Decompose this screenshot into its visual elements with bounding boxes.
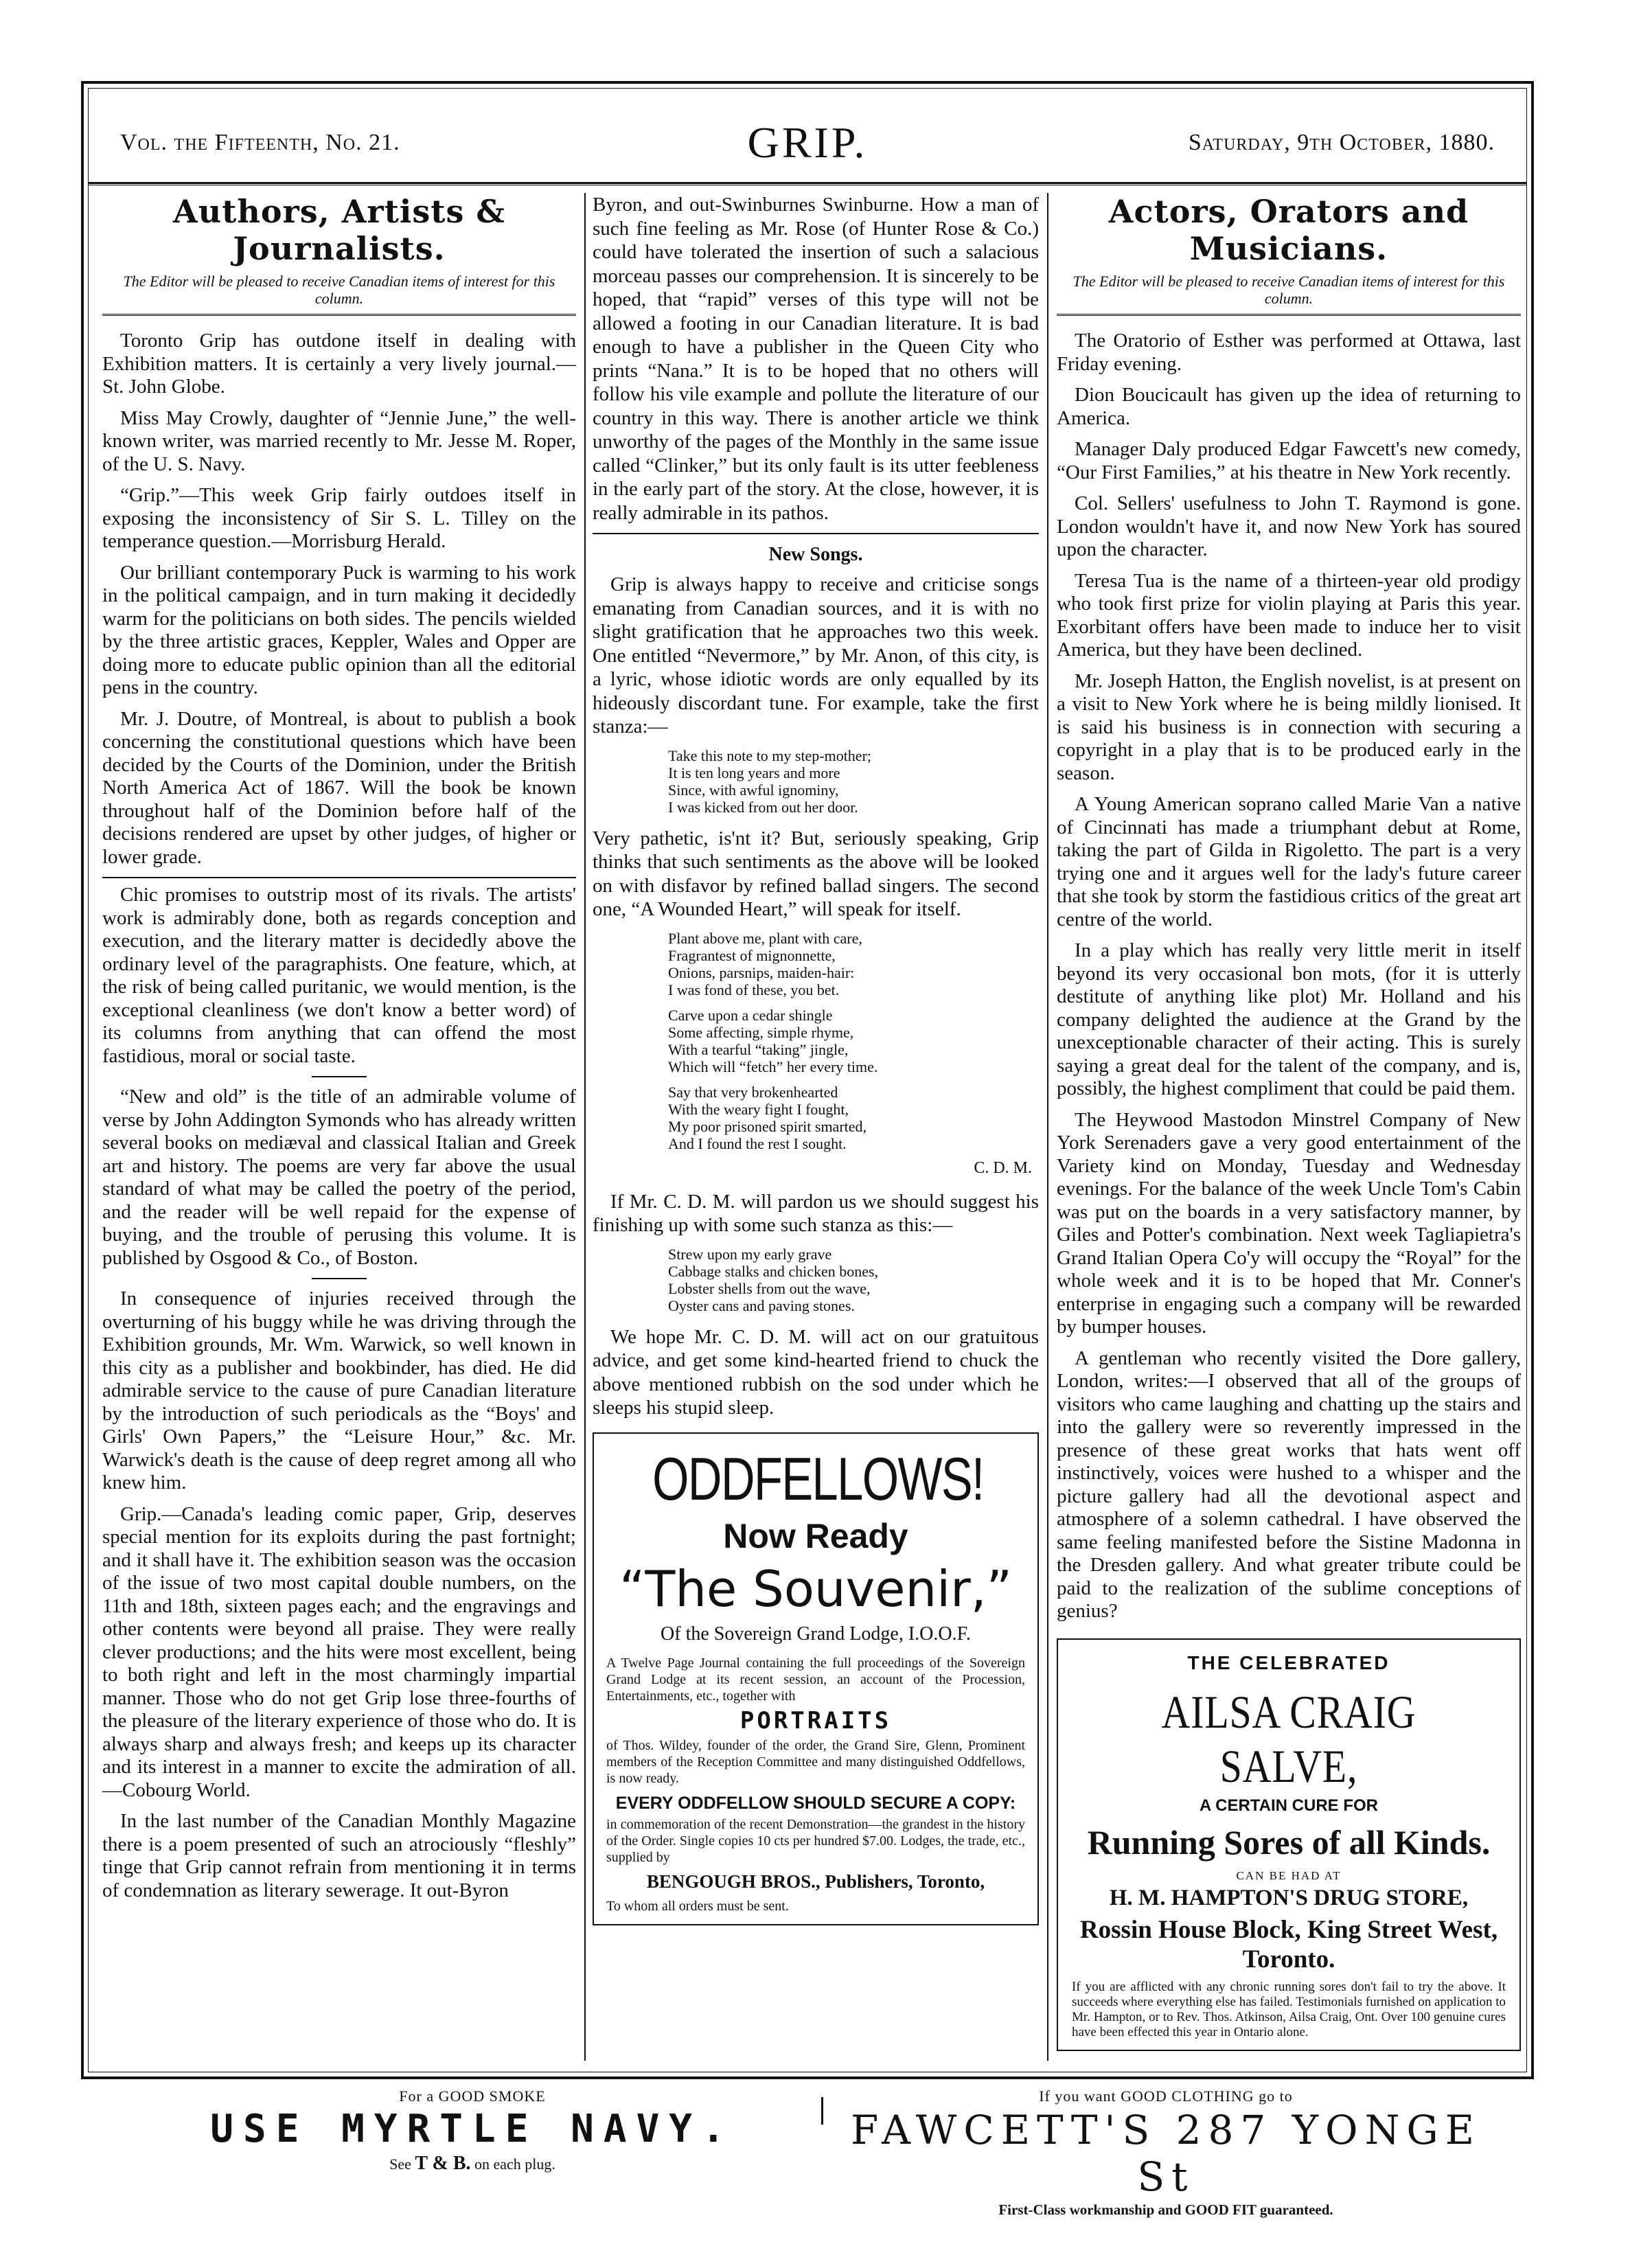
column-note: The Editor will be pleased to receive Canadian items of interest for this column. — [1072, 273, 1505, 307]
article-paragraph: Grip is always happy to receive and criticise songs emanating from Canadian sources, and it is with no slight gratification that he approaches two this week. One entitled “Nevermore,” by Mr. Anon, of this city, is a lyric, whose idiotic words are only equalled by its hideously discordant tune. For example, take the first stanza:— — [593, 573, 1039, 737]
article-paragraph: A gentleman who recently visited the Dore gallery, London, writes:—I observed that all of the groups of visitors who came laughing and chatting up the stairs and into the gallery were so reverently impressed in the presence of these great works that hats went off instinctively, voices were hushed to a whisper and the picture gallery had all the devotional aspect and atmosphere of a solemn cathedral. I have observed the same feeling manifested before the Sistine Madonna in the Dresden gallery. And what greater tribute could be paid to the realization of the sublime conceptions of genius? — [1057, 1347, 1521, 1622]
footer-ad-brand-mark: T & B. — [415, 2153, 471, 2174]
article-paragraph: Grip.—Canada's leading comic paper, Grip, deserves special mention for its exploits during the past fortnight; and it shall have it. The exhibition season was the occasion of the issue of two most capital double numbers, on the 11th and 18th, sixteen pages each; and the engravings and other contents were beyond all praise. They were really clever productions; and the hits were most excellent, being to both right and left in the most charmingly impartial manner. Those who do not get Grip lose three-fourths of the pleasure of the literary experience of those who do. It is always sharp and always fresh; and keeps up its character and its interest in a manner to excite the admiration of all.—Cobourg World. — [102, 1502, 576, 1801]
footer-ad-main: FAWCETT'S 287 YONGE St — [850, 2107, 1482, 2200]
footer-ad-bottom — [198, 2153, 747, 2175]
footer-ad-top: For a GOOD SMOKE — [399, 2087, 546, 2105]
article-paragraph: Mr. J. Doutre, of Montreal, is about to publish a book concerning the constitutional questions which have been decided by the Courts of the Dominion, under the British North America Act of 1867. Will the book be known throughout half of the Dominion before half of the decisions rendered are upset by other judges, of higher or lower grade. — [102, 707, 576, 868]
divider — [102, 314, 576, 316]
divider — [1057, 314, 1521, 316]
section-subheading: New Songs. — [768, 544, 863, 565]
ailsa-craig-salve-advertisement — [1057, 1638, 1521, 2051]
divider — [102, 877, 576, 878]
article-paragraph: The Oratorio of Esther was performed at Ottawa, last Friday evening. — [1057, 330, 1521, 375]
footer-ads — [81, 2087, 1534, 2218]
article-paragraph: If Mr. C. D. M. will pardon us we should suggest his finishing up with some such stanza as this:— — [593, 1190, 1039, 1236]
ad-running-sores: Running Sores of all Kinds. — [1087, 1822, 1491, 1862]
issue-date: Saturday, 9th October, 1880. — [1188, 130, 1495, 155]
volume-issue: Vol. the Fifteenth, No. 21. — [120, 130, 400, 155]
column-authors-artists — [102, 193, 576, 2061]
verse-stanza — [668, 1084, 1039, 1152]
article-paragraph: Col. Sellers' usefulness to John T. Raymond is gone. London wouldn't have it, and now New York has soured upon the character. — [1057, 492, 1521, 560]
ad-souvenir-title: “The Souvenir,” — [619, 1559, 1012, 1618]
verse-stanza — [668, 930, 1039, 998]
divider — [312, 1278, 367, 1279]
verse-line: Plant above me, plant with care, — [668, 929, 862, 947]
page-frame-inner — [88, 88, 1527, 2072]
oddfellows-advertisement — [593, 1432, 1039, 1925]
ad-headline: ODDFELLOWS! — [652, 1444, 984, 1513]
verse-line: My poor prisoned spirit smarted, — [668, 1117, 867, 1135]
verse-line: Carve upon a cedar shingle — [668, 1006, 833, 1024]
verse-line: Fragrantest of mignonnette, — [668, 946, 836, 964]
footer-myrtle-navy-ad — [198, 2087, 747, 2175]
poem-signature: C. D. M. — [974, 1158, 1032, 1177]
article-paragraph: Teresa Tua is the name of a thirteen-year old prodigy who took first prize for violin playing at Paris this year. Exorbitant offers have been made to induce her to visit America, but they have been declined. — [1057, 569, 1521, 661]
verse-line: Which will “fetch” her every time. — [668, 1057, 878, 1075]
article-paragraph: Very pathetic, is'nt it? But, seriously speaking, Grip thinks that such sentiments as the above will be looked on with disfavor by refined ballad singers. The second one, “A Wounded Heart,” will speak for itself. — [593, 827, 1039, 920]
verse-line: Onions, parsnips, maiden-hair: — [668, 963, 855, 981]
ad-portraits: PORTRAITS — [739, 1706, 892, 1735]
ad-now-ready: Now Ready — [723, 1516, 908, 1555]
ad-certain-cure: A CERTAIN CURE FOR — [1200, 1796, 1378, 1815]
verse-stanza — [668, 1246, 1039, 1314]
ad-description: of Thos. Wildey, founder of the order, the Grand Sire, Glenn, Prominent members of the Reception Committee and many distinguished Oddfellows, is now ready. — [606, 1737, 1025, 1786]
footer-ad-main: USE MYRTLE NAVY. — [210, 2107, 735, 2151]
article-paragraph: A Young American soprano called Marie Van a native of Cincinnati has made a triumphant debut at Rome, taking the part of Gilda in Rigoletto. The part is a very trying one and it argues well for the lady's future career that she took by storm the fastidious critics of the great art centre of the world. — [1057, 793, 1521, 930]
column-middle — [593, 193, 1039, 2061]
footer-ad-bottom: First-Class workmanship and GOOD FIT guaranteed. — [998, 2201, 1333, 2218]
article-paragraph: Chic promises to outstrip most of its rivals. The artists' work is admirably done, both as regards conception and execution, and the literary matter is decidedly above the ordinary level of the paragraphists. One feature, which, at the risk of being called puritanic, we would mention, is the exceptional cleanliness (we don't know a better word) of its columns from anything that can offend the most fastidious, moral or social taste. — [102, 884, 576, 1067]
ad-description: A Twelve Page Journal containing the full proceedings of the Sovereign Grand Lodge at its recent session, an account of the Procession, Entertainments, etc., together with — [606, 1655, 1025, 1704]
masthead — [89, 89, 1526, 184]
ad-sovereign-lodge: Of the Sovereign Grand Lodge, I.O.O.F. — [661, 1623, 971, 1645]
verse-line: Some affecting, simple rhyme, — [668, 1023, 854, 1041]
verse-line: Cabbage stalks and chicken bones, — [668, 1262, 879, 1280]
article-paragraph: “New and old” is the title of an admirable volume of verse by John Addington Symonds who has already written several books on mediæval and classical Italian and Greek art and history. The poems are very far above the usual standard of what may be called the poetry of the period, and the reader will be well repaid for the expense of buying, and the trouble of perusing this volume. It is published by Osgood & Co., of Boston. — [102, 1086, 576, 1269]
article-paragraph: Dion Boucicault has given up the idea of returning to America. — [1057, 384, 1521, 429]
verse-line: Oyster cans and paving stones. — [668, 1296, 855, 1314]
verse-line: Lobster shells from out the wave, — [668, 1279, 871, 1297]
divider — [593, 533, 1039, 534]
footer-ad-plug: on each plug. — [474, 2155, 555, 2173]
verse-line: And I found the rest I sought. — [668, 1134, 847, 1152]
footer-divider — [821, 2097, 823, 2125]
column-note: The Editor will be pleased to receive Canadian items of interest for this column. — [123, 273, 555, 307]
verse-line: With a tearful “taking” jingle, — [668, 1040, 849, 1058]
ad-celebrated: THE CELEBRATED — [1187, 1651, 1390, 1673]
ad-publisher: BENGOUGH BROS., Publishers, Toronto, — [646, 1870, 985, 1892]
ad-can-be-had: CAN BE HAD AT — [1236, 1868, 1342, 1882]
page-frame — [81, 81, 1534, 2079]
footer-fawcett-ad — [836, 2087, 1495, 2219]
ad-description: in commemoration of the recent Demonstration—the grandest in the history of the Order. Single copies 10 cts per hundred $7.00. Lodges, the trade, etc., supplied by — [606, 1816, 1025, 1865]
article-paragraph: In a play which has really very little merit in itself beyond its very occasional bon mots, (for it is utterly destitute of anything like plot) Mr. Holland and his company delighted the audience at the Grand by the unexceptionable character of their acting. This is surely saying a great deal for the talent of the company, and is, possibly, the highest compliment that could be paid them. — [1057, 939, 1521, 1099]
verse-line: Say that very brokenhearted — [668, 1083, 838, 1101]
article-paragraph: Miss May Crowly, daughter of “Jennie June,” the well-known writer, was married recently to Mr. Jesse M. Roper, of the U. S. Navy. — [102, 407, 576, 475]
article-paragraph: Byron, and out-Swinburnes Swinburne. How a man of such fine feeling as Mr. Rose (of Hunter Rose & Co.) could have tolerated the insertion of such a salacious morceau passes our comprehension. It is sincerely to be hoped, that “rapid” verses of this type will not be allowed a footing in our Canadian literature. It is bad enough to have a publisher in the Queen City who prints “Nana.” It is to be hoped that no others will follow his vile example and pollute the literature of our country in this way. There is another article we think unworthy of the pages of the Monthly in the same issue called “Clinker,” but its only fault is its utter feebleness in the early part of the story. At the close, however, it is really admirable in its pathos. — [593, 194, 1039, 524]
ad-call-to-action: EVERY ODDFELLOW SHOULD SECURE A COPY: — [615, 1793, 1016, 1813]
column-heading: Authors, Artists & Journalists. — [173, 193, 505, 267]
ad-orders-note: To whom all orders must be sent. — [606, 1898, 789, 1914]
divider — [312, 1076, 367, 1077]
column-heading: Actors, Orators and Musicians. — [1108, 193, 1469, 267]
column-divider — [1047, 193, 1048, 2061]
article-paragraph: “Grip.”—This week Grip fairly outdoes itself in exposing the inconsistency of Sir S. L. Tilley on the temperance question.—Morrisburg Herald. — [102, 484, 576, 552]
verse-line: Strew upon my early grave — [668, 1245, 832, 1263]
ad-drug-store: H. M. HAMPTON'S DRUG STORE, — [1109, 1885, 1469, 1910]
article-paragraph: Toronto Grip has outdone itself in dealing with Exhibition matters. It is certainly a very lively journal.—St. John Globe. — [102, 330, 576, 398]
column-actors-orators — [1057, 193, 1521, 2061]
article-paragraph: Manager Daly produced Edgar Fawcett's new comedy, “Our First Families,” at his theatre in New York recently. — [1057, 438, 1521, 483]
verse-line: With the weary fight I fought, — [668, 1100, 849, 1118]
verse-poem — [668, 930, 1039, 1152]
verse-line: I was kicked from out her door. — [668, 798, 858, 816]
footer-ad-see: See — [389, 2155, 411, 2173]
ad-small-print: If you are afflicted with any chronic running sores don't fail to try the above. It succeeds where everything else has failed. Testimonials furnished on application to Mr. Hampton, or to Rev. Thos. Atkinson, Ailsa Craig, Ont. Over 100 genuine cures have been effected this year in Ontario alone. — [1072, 1979, 1506, 2039]
publication-title: GRIP. — [747, 118, 868, 167]
article-paragraph: Mr. Joseph Hatton, the English novelist, is at present on a visit to New York where he is being mildly lionised. It is said his business is in connection with securing a copyright in a play that is to be produced early in the season. — [1057, 670, 1521, 784]
verse-line: Take this note to my step-mother; — [668, 746, 872, 764]
footer-ad-top: If you want GOOD CLOTHING go to — [1039, 2087, 1293, 2105]
column-divider — [584, 193, 586, 2061]
verse-line: I was fond of these, you bet. — [668, 981, 840, 998]
ad-product-name: AILSA CRAIG SALVE, — [1161, 1685, 1416, 1792]
ad-address: Rossin House Block, King Street West, Toronto. — [1079, 1915, 1498, 1973]
verse-line: It is ten long years and more — [668, 764, 840, 781]
article-paragraph: The Heywood Mastodon Minstrel Company of New York Serenaders gave a very good entertainment of the Variety kind on Monday, Tuesday and Wednesday evenings. For the balance of the week Uncle Tom's Cabin was put on the boards in a very satisfactory manner, by Giles and Potter's combination. Next week Tagliapietra's Grand Italian Opera Co'y will occupy the “Royal” for the whole week and it is to be hoped that Mr. Conner's enterprise in engaging such a company will be rewarded by bumper houses. — [1057, 1108, 1521, 1338]
verse-stanza — [668, 1007, 1039, 1075]
article-paragraph: In the last number of the Canadian Monthly Magazine there is a poem presented of such an atrociously “fleshly” tinge that Grip cannot refrain from mentioning it in terms of condemnation as literary sewerage. It out-Byron — [102, 1810, 576, 1901]
article-paragraph: Our brilliant contemporary Puck is warming to his work in the political campaign, and in turn making it decidedly warm for the politicians on both sides. The pencils wielded by the three artistic graces, Keppler, Wales and Opper are doing more to educate public opinion than all the editorial pens in the country. — [102, 561, 576, 698]
verse-line: Since, with awful ignominy, — [668, 781, 839, 799]
article-paragraph: In consequence of injuries received through the overturning of his buggy while he was driving through the Exhibition grounds, Mr. Wm. Warwick, so well known in this city as a publisher and bookbinder, has died. He did admirable service to the cause of pure Canadian literature by the introduction of such periodicals as the “Boys' and Girls' Own Papers,” the “Leisure Hour,” &c. Mr. Warwick's death is the cause of deep regret among all who knew him. — [102, 1288, 576, 1494]
verse-stanza — [668, 747, 1039, 816]
article-paragraph: We hope Mr. C. D. M. will act on our gratuitous advice, and get some kind-hearted friend to chuck the above mentioned rubbish on the sod under which he sleeps his stupid sleep. — [593, 1325, 1039, 1419]
